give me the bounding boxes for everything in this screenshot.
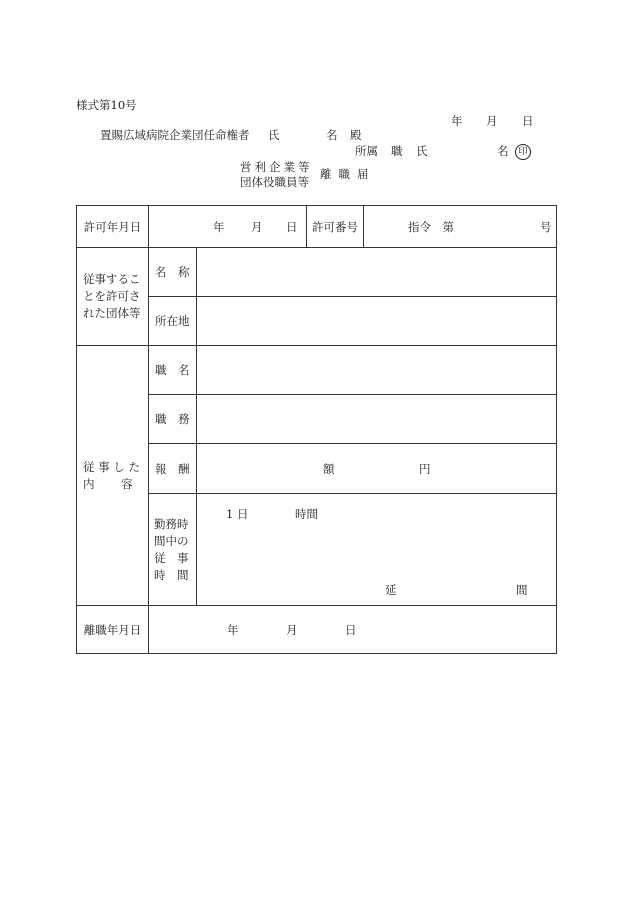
addressee-na: 名 [326,128,338,142]
permit-no-field[interactable] [364,206,557,248]
permit-no-suffix: 号 [540,219,552,234]
org-address-label: 所在地 [149,297,197,346]
per-day-label: 1 日 [226,507,249,521]
addressee-dono: 殿 [350,128,362,142]
form-number: 様式第10号 [76,98,137,112]
leave-date-day: 日 [345,622,357,637]
leave-date-field[interactable] [149,606,557,654]
leave-date-label: 離職年月日 [77,606,149,654]
title-line1: 営利企業等 [240,160,313,174]
permit-date-month: 月 [251,219,263,234]
duty-label: 職 務 [149,395,197,444]
activity-label: 従 事 し た 内 容 [77,346,149,606]
title-line2: 団体役職員等 [240,175,309,189]
addressee-shi: 氏 [268,128,280,142]
permit-date-day: 日 [286,219,298,234]
header-year: 年 [451,114,463,128]
title-main: 離職届 [320,167,376,181]
total-prefix-label: 延 [385,583,397,597]
total-suffix-label: 間 [516,583,528,597]
pay-unit-label: 円 [419,461,431,476]
leave-date-year: 年 [227,622,239,637]
permit-no-prefix: 指令 第 [408,219,454,234]
applicant-na: 名 [497,144,509,158]
addressee [100,130,380,144]
applicant-line [355,146,545,162]
header-day: 日 [522,114,534,128]
permit-date-label: 許可年月日 [77,206,149,248]
leave-date-month: 月 [286,622,298,637]
applicant-shi: 氏 [416,144,428,158]
title-block [240,160,313,190]
work-hours-field[interactable] [197,494,557,606]
org-address-field[interactable] [197,297,557,346]
org-name-field[interactable] [197,248,557,297]
permit-date-field[interactable] [149,206,307,248]
seal-icon: 印 [515,144,531,160]
permit-no-label: 許可番号 [307,206,364,248]
duty-field[interactable] [197,395,557,444]
applicant-affiliation: 所属 [355,144,378,158]
addressee-title: 置賜広域病院企業団任命権者 [100,128,250,142]
org-label: 従事するこ とを許可さ れた団体等 [77,248,149,346]
pay-amount-label: 額 [323,461,335,476]
permit-date-year: 年 [213,219,225,234]
form-table [76,205,557,654]
applicant-position: 職 [391,144,403,158]
header-date [451,114,534,128]
job-title-label: 職 名 [149,346,197,395]
hours-unit-label: 時間 [295,507,318,521]
pay-field[interactable] [197,444,557,494]
pay-label: 報 酬 [149,444,197,494]
org-name-label: 名 称 [149,248,197,297]
header-month: 月 [486,114,498,128]
job-title-field[interactable] [197,346,557,395]
work-hours-label: 勤務時 間中の 従 事 時 間 [149,494,197,606]
